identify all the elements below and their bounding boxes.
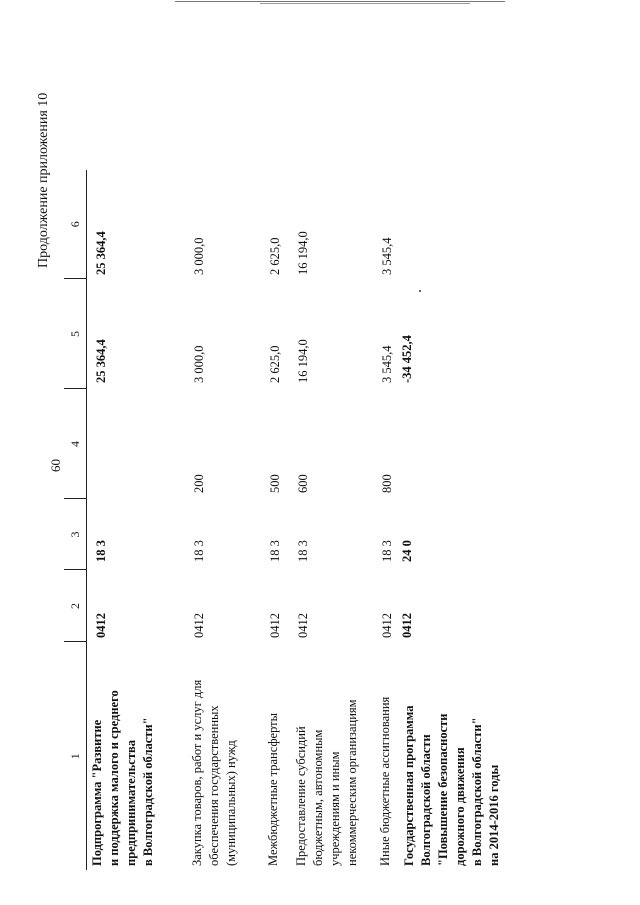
column-header: 2 [64, 570, 87, 642]
cell-type: 600 [296, 474, 310, 493]
row-name-line: Подпрограмма "Развитие [90, 719, 104, 866]
row-name-line: бюджетным, автономным [311, 729, 325, 866]
cell-section: 18 3 [192, 540, 206, 562]
row-name-line: Межбюджетные трансферты [266, 712, 280, 866]
cell-value-5: 3 000,0 [192, 345, 206, 383]
cell-value-5: 3 545,4 [380, 345, 394, 383]
cell-type: 800 [380, 474, 394, 493]
column-header: 6 [64, 170, 87, 279]
row-name [187, 642, 263, 870]
cell-code: 0412 [94, 613, 108, 638]
row-name-line: "Повышение безопасности [436, 713, 450, 866]
table-row [87, 170, 188, 870]
continuation-note: Продолжение приложения 10 [36, 92, 51, 268]
cell-section: 18 3 [296, 540, 310, 562]
row-name-line: и поддержка малого и среднего [107, 690, 121, 866]
cell-section: 18 3 [94, 540, 108, 562]
column-header: 1 [64, 642, 87, 870]
cell-code: 0412 [296, 613, 310, 638]
row-name-line: на 2014-2016 годы [487, 764, 501, 866]
cell-value-6: 3 545,4 [380, 237, 394, 275]
cell-section: 24 0 [400, 540, 414, 562]
cell-code: 0412 [380, 613, 394, 638]
row-name [263, 642, 291, 870]
cell-value-5: -34 452,4 [400, 335, 414, 383]
table-row [375, 170, 399, 870]
cell-value-5: 25 364,4 [94, 339, 108, 383]
row-name-line: в Волгоградской области" [470, 717, 484, 866]
cell-value-6: 25 364,4 [94, 231, 108, 275]
cell-type: 500 [268, 474, 282, 493]
cell-value-5: 16 194,0 [296, 339, 310, 383]
cell-code: 0412 [400, 613, 414, 638]
cell-code: 0412 [268, 613, 282, 638]
row-name-line: Предоставление субсидий [294, 726, 308, 866]
row-name-line: некоммерческим организациям [345, 699, 359, 866]
cell-value-6: 3 000,0 [192, 237, 206, 275]
cell-code: 0412 [192, 613, 206, 638]
row-name-line: Государственная программа [402, 705, 416, 866]
column-header: 3 [64, 499, 87, 570]
table-row [263, 170, 291, 870]
row-name-line: Закупка товаров, работ и услуг для [190, 679, 204, 866]
row-name [291, 642, 375, 870]
row-name [375, 642, 399, 870]
row-name-line: обеспечения государственных [207, 705, 221, 866]
cell-type [87, 389, 188, 499]
row-name-line: Волгоградской области [419, 734, 433, 866]
cell-value-6 [399, 170, 505, 279]
row-name [399, 642, 505, 870]
cell-section: 18 3 [268, 540, 282, 562]
page-number: 60 [48, 459, 63, 472]
column-header: 5 [64, 279, 87, 389]
table-header-row [64, 170, 87, 870]
table-row [187, 170, 263, 870]
budget-table [64, 170, 505, 870]
row-name-line: (муниципальных) нужд [224, 740, 238, 866]
scan-speck [419, 290, 421, 292]
cell-type: 200 [192, 474, 206, 493]
cell-section: 18 3 [380, 540, 394, 562]
cell-type [399, 389, 505, 499]
cell-value-6: 2 625,0 [268, 237, 282, 275]
row-name-line: Иные бюджетные ассигнования [378, 696, 392, 866]
row-name-line: в Волгоградской области" [141, 717, 155, 866]
cell-value-6: 16 194,0 [296, 231, 310, 275]
row-name-line: учреждениям и иным [328, 751, 342, 866]
row-name-line: дорожного движения [453, 747, 467, 866]
row-name [87, 642, 188, 870]
column-header: 4 [64, 389, 87, 499]
row-name-line: предпринимательства [124, 740, 138, 866]
table-row [291, 170, 375, 870]
table-row [399, 170, 505, 870]
cell-value-5: 2 625,0 [268, 345, 282, 383]
